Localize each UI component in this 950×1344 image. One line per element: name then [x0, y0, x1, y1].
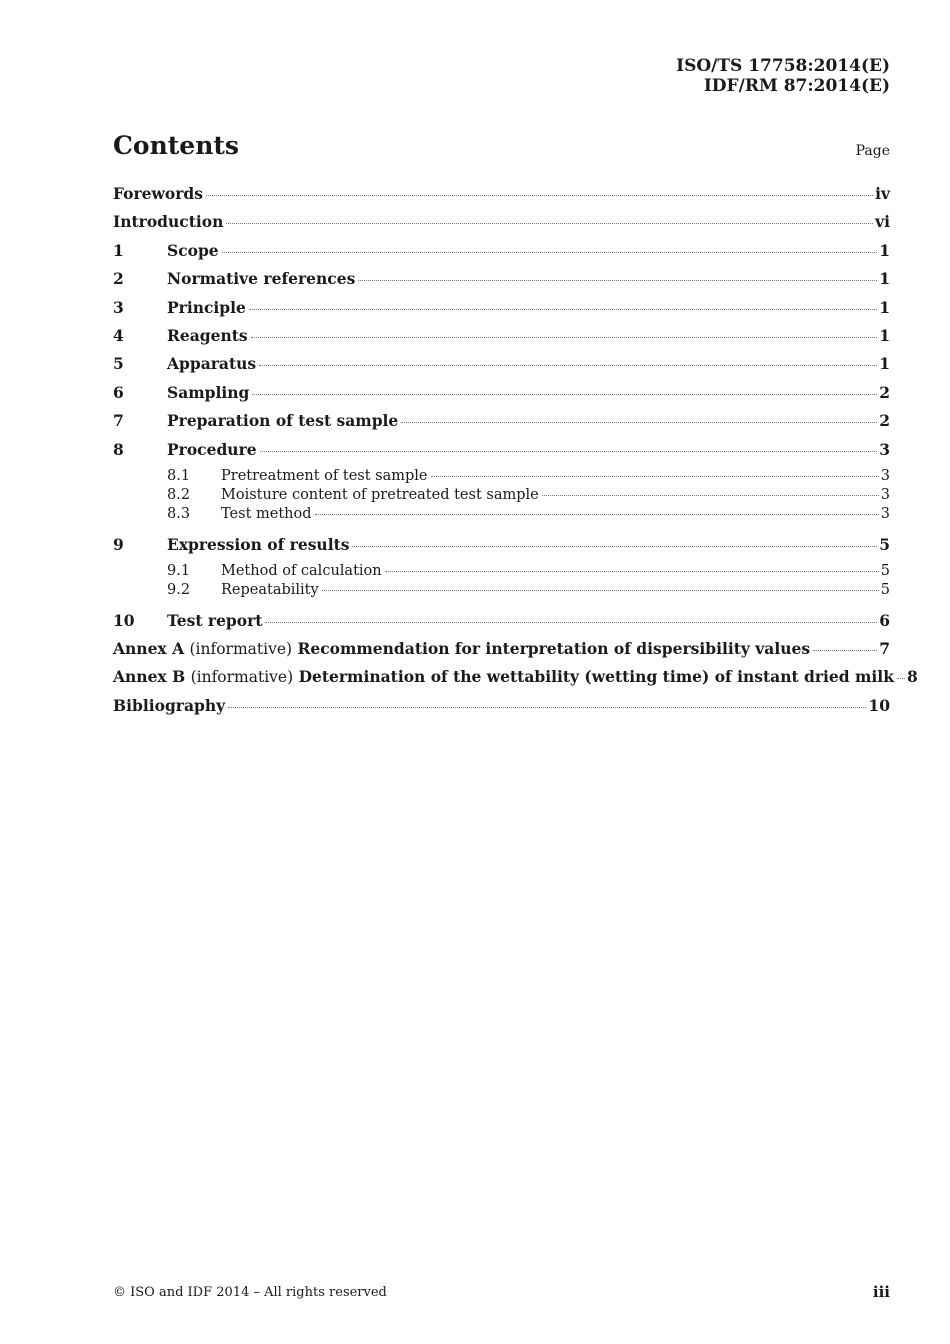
- toc-page-number: 1: [879, 269, 890, 289]
- toc-entry-number: 8.2: [167, 487, 191, 504]
- dot-leader: [315, 514, 879, 515]
- toc-entry-number: 4: [113, 325, 124, 345]
- dot-leader: [260, 451, 878, 452]
- toc-annex-entry[interactable]: [113, 667, 918, 695]
- toc-entry-number: 9.1: [167, 563, 191, 580]
- toc-entry-title: Principle: [167, 297, 246, 317]
- dot-leader: [265, 622, 877, 623]
- toc-entry[interactable]: [113, 241, 890, 269]
- footer-page-number: iii: [872, 1283, 890, 1301]
- dot-leader: [813, 650, 877, 651]
- toc-entry-title: Pretreatment of test sample: [221, 467, 428, 484]
- toc-entry-title: Forewords: [113, 184, 203, 203]
- toc-entry-number: 10: [113, 610, 135, 630]
- toc-entry-title: Expression of results: [167, 534, 350, 554]
- toc-page-number: 1: [879, 240, 890, 260]
- toc-subentry[interactable]: [113, 582, 890, 601]
- toc-entry-title: Normative references: [167, 269, 356, 289]
- toc-entry[interactable]: [113, 184, 890, 212]
- toc-page-number: vi: [875, 212, 890, 232]
- toc-entry-title: Apparatus: [167, 354, 257, 374]
- dot-leader: [401, 422, 877, 423]
- header-standard-idf: IDF/RM 87:2014(E): [703, 76, 890, 96]
- toc-annex-entry[interactable]: [113, 639, 890, 667]
- toc-entry-title: Determination of the wettability (wetting time) of instant dried milk: [298, 667, 894, 687]
- toc-entry-number: 8.1: [167, 467, 191, 484]
- page-title: Contents: [113, 131, 240, 160]
- toc-entry-title: Sampling: [167, 382, 250, 402]
- toc-page-number: 5: [879, 534, 890, 554]
- toc-entry-number: 9: [113, 534, 124, 554]
- toc-entry-title: Scope: [167, 240, 219, 260]
- toc-page-number: 7: [879, 639, 890, 658]
- dot-leader: [206, 195, 873, 196]
- toc-entry-number: 8.3: [167, 506, 191, 523]
- toc-entry-title: Preparation of test sample: [167, 411, 399, 431]
- dot-leader: [228, 707, 866, 708]
- toc-page-number: 3: [880, 506, 890, 523]
- toc-entry[interactable]: [113, 411, 890, 439]
- toc-page-number: 8: [906, 667, 918, 687]
- toc-entry-number: 6: [113, 382, 124, 402]
- dot-leader: [385, 571, 879, 572]
- footer-copyright: © ISO and IDF 2014 – All rights reserved: [113, 1285, 387, 1300]
- toc-page-number: 1: [879, 354, 890, 374]
- toc-annex-label: Annex A: [113, 639, 185, 658]
- toc-entry[interactable]: [113, 535, 890, 563]
- dot-leader: [897, 678, 905, 679]
- toc-annex-title: [113, 667, 894, 686]
- toc-page-number: 5: [880, 582, 890, 599]
- toc-entry-title: Introduction: [113, 212, 224, 232]
- toc-entry-title: Moisture content of pretreated test sample: [221, 487, 539, 504]
- toc-page-number: 1: [879, 297, 890, 317]
- toc-entry-title: Test report: [167, 610, 263, 630]
- dot-leader: [431, 476, 879, 477]
- toc-entry-number: 5: [113, 354, 124, 374]
- dot-leader: [226, 223, 873, 224]
- dot-leader: [358, 280, 877, 281]
- toc-page-number: 3: [879, 439, 890, 459]
- toc-entry[interactable]: [113, 269, 890, 297]
- toc-entry[interactable]: [113, 354, 890, 382]
- toc-entry-number: 7: [113, 411, 124, 431]
- dot-leader: [352, 546, 877, 547]
- toc-entry-number: 2: [113, 269, 124, 289]
- toc-page-number: 1: [879, 325, 890, 345]
- page-column-label: Page: [855, 143, 890, 159]
- toc-entry[interactable]: [113, 298, 890, 326]
- toc-entry-title: Repeatability: [221, 582, 319, 599]
- toc-annex-qualifier: (informative): [189, 640, 293, 658]
- toc-page-number: 3: [880, 487, 890, 504]
- toc-entry[interactable]: [113, 383, 890, 411]
- toc-entry-title: Method of calculation: [221, 563, 382, 580]
- toc-entry[interactable]: [113, 440, 890, 468]
- toc-page-number: 5: [880, 563, 890, 580]
- toc-subentry[interactable]: [113, 468, 890, 487]
- toc-page-number: iv: [875, 184, 890, 203]
- document-header: [676, 56, 890, 96]
- toc-entry[interactable]: [113, 696, 890, 724]
- toc-subentry[interactable]: [113, 487, 890, 506]
- dot-leader: [222, 252, 878, 253]
- toc-entry[interactable]: [113, 326, 890, 354]
- toc-subentry[interactable]: [113, 506, 890, 525]
- toc-entry-title: Reagents: [167, 325, 248, 345]
- toc-entry-title: Bibliography: [113, 695, 226, 715]
- toc-entry-number: 9.2: [167, 582, 191, 599]
- dot-leader: [251, 337, 878, 338]
- toc-page-number: 10: [868, 695, 890, 715]
- table-of-contents: [113, 184, 918, 724]
- dot-leader: [259, 365, 877, 366]
- header-standard-iso: ISO/TS 17758:2014(E): [676, 56, 890, 76]
- toc-annex-qualifier: (informative): [190, 668, 294, 687]
- toc-annex-title: [113, 639, 810, 658]
- dot-leader: [249, 309, 877, 310]
- toc-subentry[interactable]: [113, 563, 890, 582]
- toc-entry-number: 3: [113, 297, 124, 317]
- toc-entry-title: Procedure: [167, 439, 257, 459]
- toc-page-number: 3: [880, 467, 890, 484]
- toc-page-number: 2: [879, 411, 890, 431]
- toc-entry-number: 8: [113, 439, 124, 459]
- toc-page-number: 6: [879, 610, 890, 630]
- toc-entry-title: Recommendation for interpretation of dispersibility values: [297, 639, 811, 658]
- dot-leader: [542, 495, 879, 496]
- toc-annex-label: Annex B: [113, 667, 186, 687]
- toc-entry[interactable]: [113, 611, 890, 639]
- toc-entry-title: Test method: [221, 506, 312, 523]
- dot-leader: [252, 394, 877, 395]
- toc-entry[interactable]: [113, 212, 890, 240]
- dot-leader: [322, 590, 879, 591]
- toc-entry-number: 1: [113, 240, 124, 260]
- toc-page-number: 2: [879, 382, 890, 402]
